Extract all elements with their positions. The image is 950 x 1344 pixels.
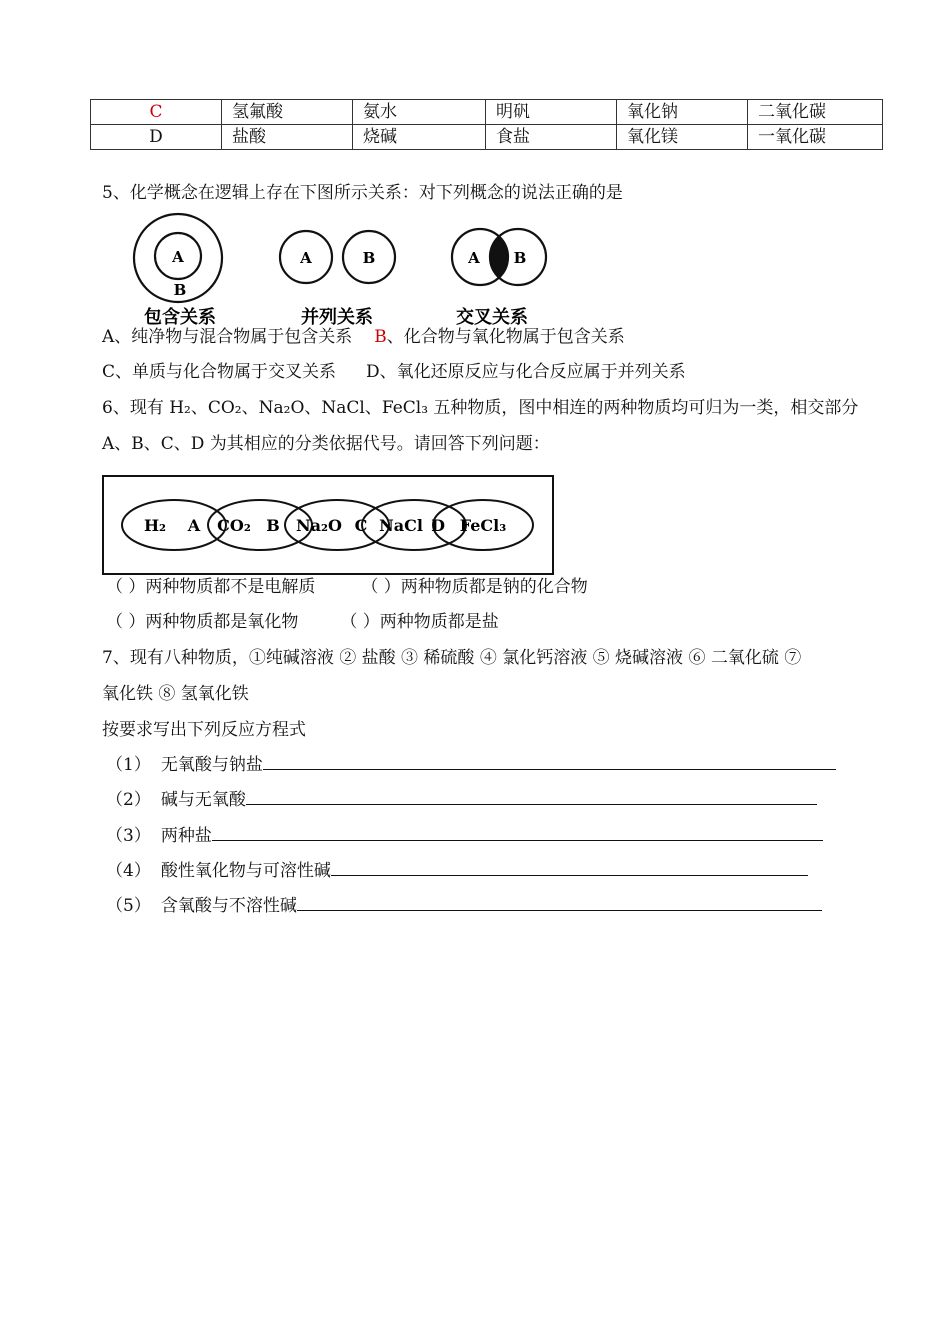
q7-line2: 氧化铁 ⑧ 氢氧化铁	[102, 684, 249, 704]
answer-item	[106, 821, 823, 846]
option-a: A、纯净物与混合物属于包含关系	[102, 327, 353, 347]
q6-line2: A、B、C、D 为其相应的分类依据代号。请回答下列问题：	[102, 434, 550, 454]
answer-item	[106, 785, 817, 810]
relation-diagrams	[120, 205, 560, 330]
code-label: D	[431, 516, 445, 535]
code-label: A	[187, 516, 201, 535]
left-label: A	[468, 249, 480, 267]
table-cell: 二氧化碳	[748, 100, 883, 125]
q5-options-ab	[102, 322, 625, 347]
item-number: （4）	[106, 861, 151, 881]
answer-line[interactable]	[212, 824, 823, 841]
table-cell: 明矾	[486, 100, 617, 125]
substance-label: Na₂O	[296, 516, 342, 535]
row-label: C	[91, 100, 222, 125]
q6-blank-row1	[106, 572, 588, 597]
table-cell: 氨水	[353, 100, 486, 125]
right-label: B	[362, 249, 376, 267]
code-label: B	[266, 516, 280, 535]
table-cell: 食盐	[486, 125, 617, 150]
table-cell: 氢氟酸	[222, 100, 353, 125]
item-number: （3）	[106, 826, 151, 846]
answer-line[interactable]	[297, 894, 822, 911]
table-row	[91, 125, 883, 150]
answer-item	[106, 750, 836, 775]
item-text: 碱与无氧酸	[160, 790, 246, 810]
answer-item	[106, 856, 808, 881]
diagram-caption: 交叉关系	[456, 307, 528, 328]
intersection-diagram	[452, 229, 546, 328]
substance-label: FeCl₃	[459, 516, 507, 535]
answer-line[interactable]	[331, 859, 808, 876]
table-cell: 氧化镁	[617, 125, 748, 150]
q7-instruction: 按要求写出下列反应方程式	[102, 720, 306, 740]
table-cell: 烧碱	[353, 125, 486, 150]
inner-label: A	[172, 248, 184, 266]
blank-item: （ ）两种物质都是氧化物	[106, 612, 299, 632]
item-number: （1）	[106, 755, 151, 775]
item-text: 酸性氧化物与可溶性碱	[160, 861, 331, 881]
diagram-caption: 并列关系	[301, 307, 373, 328]
item-number: （5）	[106, 896, 151, 916]
options-table	[90, 99, 883, 150]
q5-stem: 5、化学概念在逻辑上存在下图所示关系：对下列概念的说法正确的是	[102, 183, 623, 203]
substance-label: NaCl	[379, 516, 423, 535]
parallel-diagram	[280, 231, 395, 328]
classification-diagram	[100, 474, 560, 578]
option-b: 、化合物与氧化物属于包含关系	[386, 327, 625, 347]
code-label: C	[354, 516, 368, 535]
inclusion-diagram	[134, 214, 222, 328]
item-text: 无氧酸与钠盐	[160, 755, 263, 775]
item-number: （2）	[106, 790, 151, 810]
item-text: 两种盐	[160, 826, 212, 846]
table-cell: 盐酸	[222, 125, 353, 150]
answer-item	[106, 891, 822, 916]
blank-item: （ ）两种物质都不是电解质	[106, 577, 316, 597]
table-cell: 氧化钠	[617, 100, 748, 125]
row-label: D	[91, 125, 222, 150]
q6-blank-row2	[106, 607, 499, 632]
table-cell: 一氧化碳	[748, 125, 883, 150]
item-text: 含氧酸与不溶性碱	[160, 896, 297, 916]
q5-options-cd	[102, 357, 686, 382]
option-b-letter: B	[374, 327, 387, 347]
option-c: C、单质与化合物属于交叉关系	[102, 362, 337, 382]
blank-item: （ ）两种物质都是钠的化合物	[361, 577, 588, 597]
answer-line[interactable]	[246, 788, 817, 805]
left-label: A	[300, 249, 312, 267]
blank-item: （ ）两种物质都是盐	[340, 612, 499, 632]
substance-label: H₂	[143, 516, 167, 535]
table-row	[91, 100, 883, 125]
outer-label: B	[173, 281, 187, 299]
substance-label: CO₂	[217, 516, 251, 535]
q6-line1: 6、现有 H₂、CO₂、Na₂O、NaCl、FeCl₃ 五种物质，图中相连的两种物质均可归为一类，相交部分	[102, 398, 859, 418]
answer-line[interactable]	[263, 753, 836, 770]
option-d: D、氧化还原反应与化合反应属于并列关系	[366, 362, 686, 382]
right-label: B	[513, 249, 527, 267]
ellipse-h2	[122, 500, 226, 550]
q7-line1: 7、现有八种物质，①纯碱溶液 ② 盐酸 ③ 稀硫酸 ④ 氯化钙溶液 ⑤ 烧碱溶液 ⑥ 二氧化硫 ⑦	[102, 648, 802, 668]
diagram-caption: 包含关系	[144, 307, 216, 328]
